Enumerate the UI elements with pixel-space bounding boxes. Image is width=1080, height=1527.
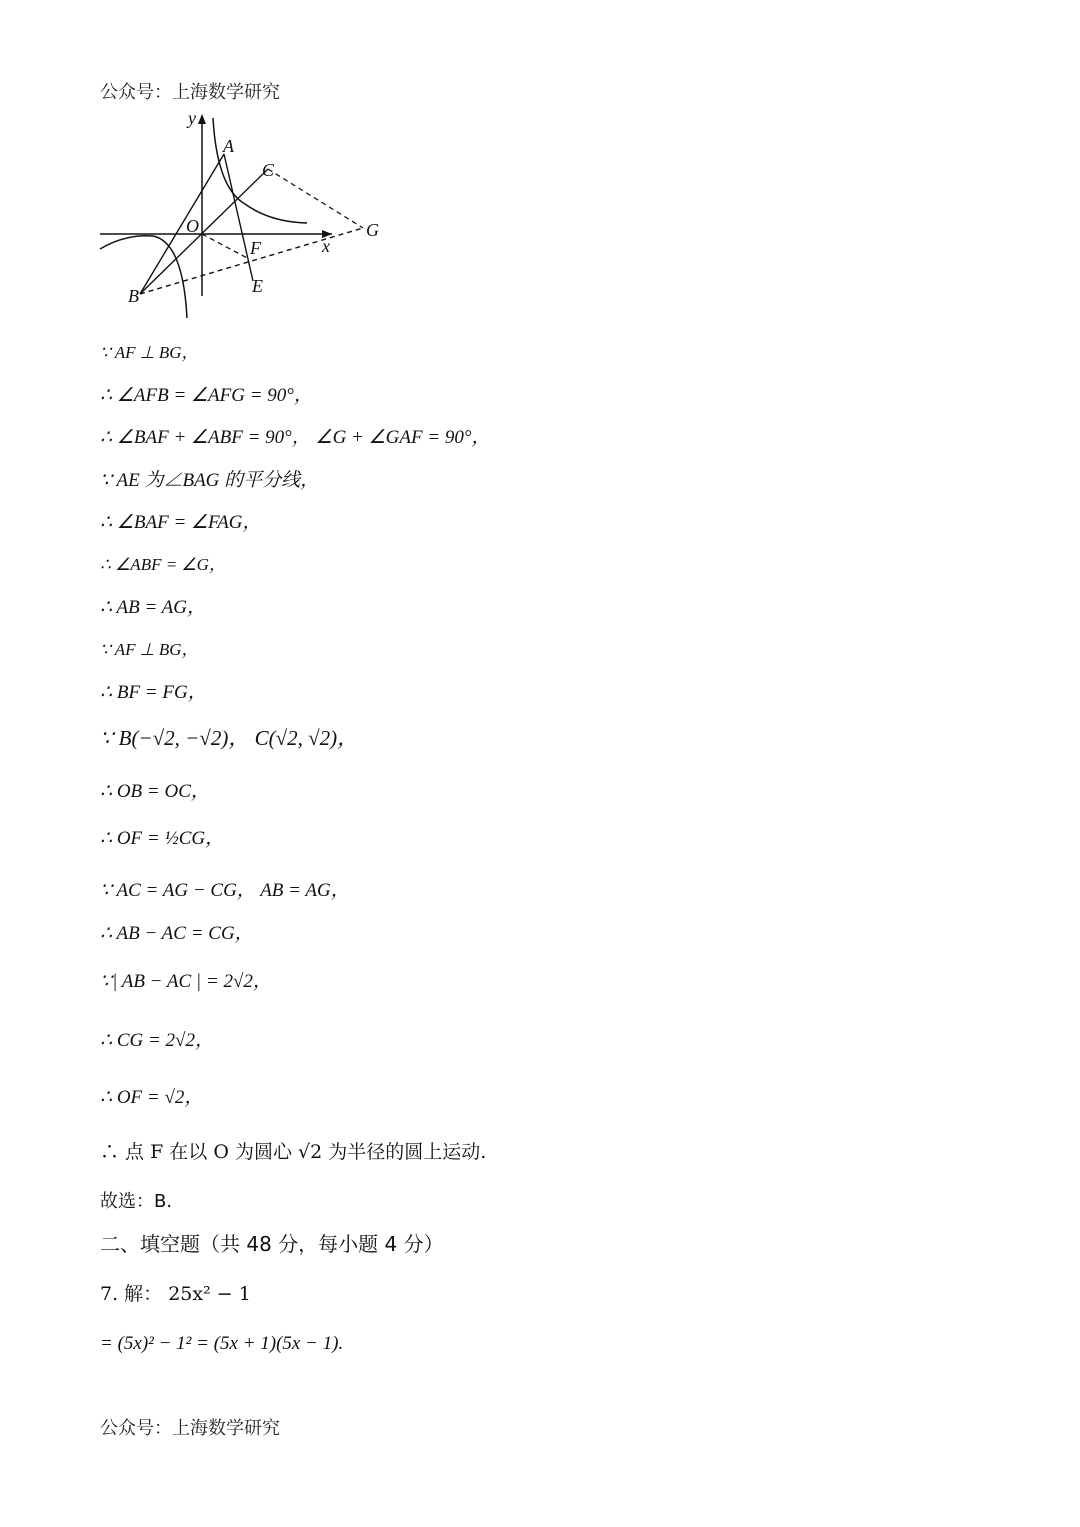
solution-line: ∴ ∠AFB = ∠AFG = 90°，: [100, 385, 313, 406]
section-title: 二、填空题（共 48 分，每小题 4 分）: [100, 1232, 444, 1256]
solution-line: ∴ CG = 2√2，: [100, 1030, 214, 1051]
label-g: G: [366, 220, 379, 240]
label-e: E: [252, 276, 263, 296]
label-b: B: [128, 286, 139, 306]
solution-line: ∴ OF = √2，: [100, 1087, 204, 1108]
solution-line: ∴ BF = FG，: [100, 682, 207, 703]
solution-line: ∵ AF ⊥ BG，: [100, 343, 199, 362]
answer: 故选：B.: [100, 1191, 173, 1212]
header-watermark: 公众号：上海数学研究: [100, 82, 280, 103]
label-a: A: [223, 136, 234, 156]
geometry-figure: [95, 108, 395, 328]
solution-line: ∴ ∠ABF = ∠G，: [100, 555, 226, 574]
solution-line: ∴ 点 F 在以 O 为圆心 √2 为半径的圆上运动.: [100, 1141, 487, 1163]
solution-line: ∵ AF ⊥ BG，: [100, 640, 199, 659]
label-x: x: [322, 236, 330, 256]
solution-line: ∵ B(−√2, −√2)， C(√2, √2)，: [100, 726, 359, 750]
solution-line: ∵ AC = AG − CG， AB = AG，: [100, 880, 350, 901]
label-c: C: [262, 160, 275, 180]
solution-line: ∴ OF = ½CG，: [100, 828, 225, 849]
solution-line: ∴ ∠BAF + ∠ABF = 90°， ∠G + ∠GAF = 90°，: [100, 427, 491, 448]
q7-line-2: = (5x)² − 1² = (5x + 1)(5x − 1).: [100, 1333, 344, 1354]
q7-line-1: 7. 解： 25x² − 1: [100, 1283, 251, 1305]
solution-line: ∴ AB − AC = CG，: [100, 923, 254, 944]
footer-watermark: 公众号：上海数学研究: [100, 1418, 280, 1439]
solution-line: ∴ ∠BAF = ∠FAG，: [100, 512, 262, 533]
label-y: y: [188, 108, 196, 128]
solution-line: ∴ OB = OC，: [100, 781, 210, 802]
solution-line: ∵| AB − AC | = 2√2，: [100, 971, 272, 992]
solution-line: ∵ AE 为∠BAG 的平分线，: [100, 470, 320, 491]
label-f: F: [250, 238, 261, 258]
solution-line: ∴ AB = AG，: [100, 597, 207, 618]
label-o: O: [186, 216, 199, 236]
